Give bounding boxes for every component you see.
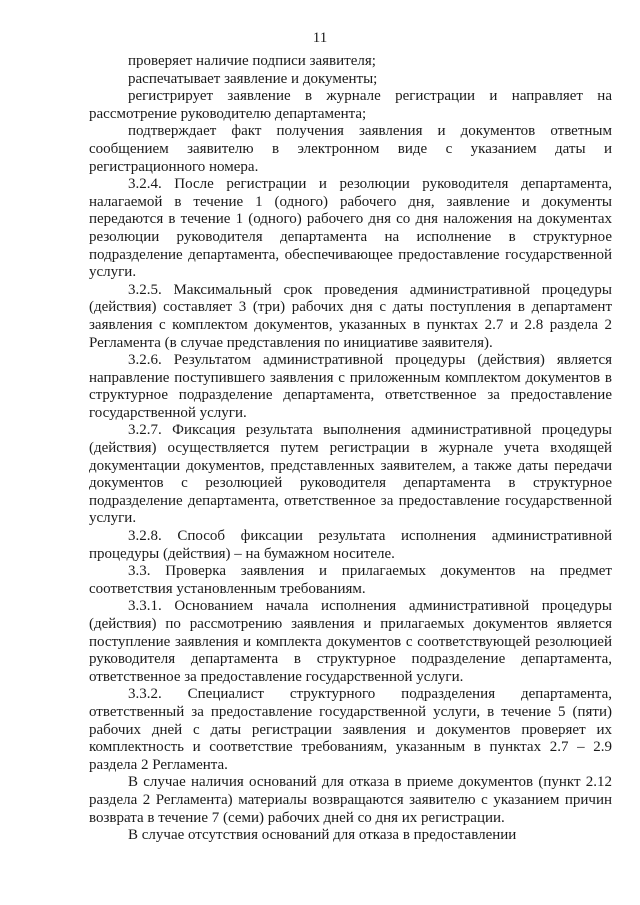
paragraph: 3.2.8. Способ фиксации результата исполнения административной процедуры (действия) – на бумажном носителе.: [89, 528, 612, 562]
paragraph: подтверждает факт получения заявления и документов ответным сообщением заявителю в электронном виде с указанием даты и регистрационного номера.: [89, 123, 612, 175]
paragraph: 3.2.5. Максимальный срок проведения административной процедуры (действия) составляет 3 (три) рабочих дня с даты поступления в департамент заявления с комплектом документов, указанных в пунктах 2.7 и 2.8 раздела 2 Регламента (в случае представления по инициативе заявителя).: [89, 281, 612, 351]
paragraph: 3.2.4. После регистрации и резолюции руководителя департамента, налагаемой в течение 1 (одного) рабочего дня, заявление и документы передаются в течение 1 (одного) рабочего дня со дня наложения на документах резолюции руководителя департамента на исполнение в структурное подразделение департамента, обеспечивающее предоставление государственной услуги.: [89, 176, 612, 281]
paragraph: регистрирует заявление в журнале регистрации и направляет на рассмотрение руководителю департамента;: [89, 88, 612, 122]
paragraph: распечатывает заявление и документы;: [128, 70, 378, 87]
document-body: [89, 53, 612, 845]
paragraph: проверяет наличие подписи заявителя;: [128, 53, 376, 69]
paragraph: 3.2.6. Результатом административной процедуры (действия) является направление поступившего заявления с приложенным комплектом документов в структурное подразделение департамента, ответственное за предоставление государственной услуги.: [89, 352, 612, 421]
paragraph: 3.2.7. Фиксация результата выполнения административной процедуры (действия) осуществляется путем регистрации в журнале учета входящей документации документов, представленных заявителем, а также даты передачи документов с резолюцией руководителя департамента в структурное подразделение департамента, ответственное за предоставление государственной услуги.: [89, 422, 612, 527]
paragraph: В случае отсутствия оснований для отказа в предоставлении: [128, 827, 517, 844]
paragraph: 3.3.1. Основанием начала исполнения административной процедуры (действия) по рассмотрению заявления и прилагаемых документов является поступление заявления и комплекта документов с соответствующей резолюцией руководителя департамента в структурное подразделение департамента, ответственное за предоставление государственной услуги.: [89, 598, 612, 685]
paragraph: 3.3.2. Специалист структурного подразделения департамента, ответственный за предоставление государственной услуги, в течение 5 (пяти) рабочих дней с даты регистрации заявления и документов проверяет их комплектность и соответствие требованиям, указанным в пунктах 2.7 – 2.9 раздела 2 Регламента.: [89, 686, 612, 773]
paragraph: В случае наличия оснований для отказа в приеме документов (пункт 2.12 раздела 2 Регламента) материалы возвращаются заявителю с указанием причин возврата в течение 7 (семи) рабочих дней со дня их регистрации.: [89, 774, 612, 826]
page-number: 11: [312, 30, 328, 46]
paragraph: 3.3. Проверка заявления и прилагаемых документов на предмет соответствия установленным требованиям.: [89, 563, 612, 597]
